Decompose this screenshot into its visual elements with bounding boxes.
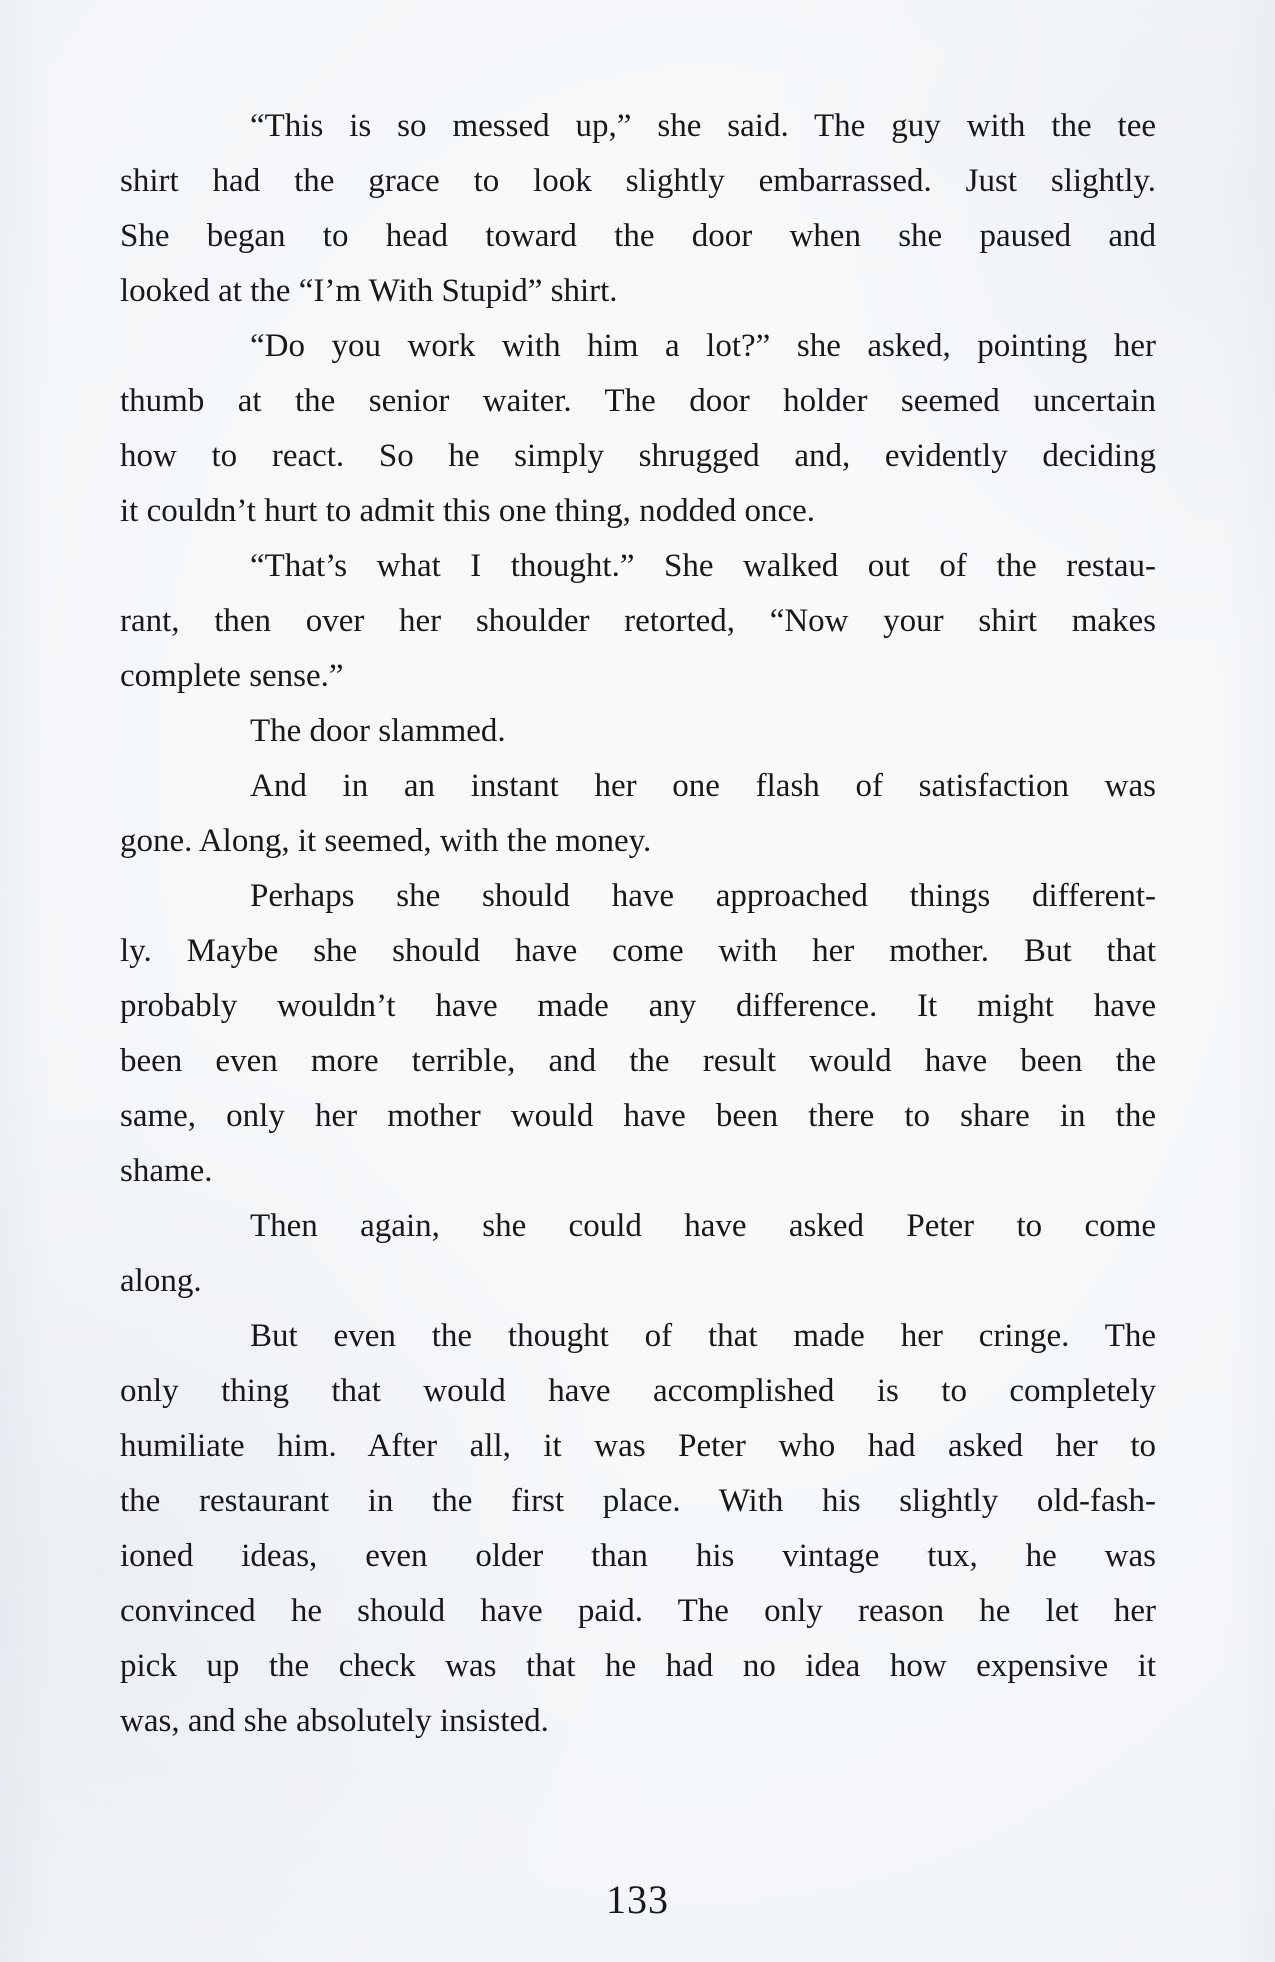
text-line: And in an instant her one flash of satisfaction was xyxy=(250,768,1156,804)
text-line: convinced he should have paid. The only reason he let her xyxy=(120,1593,1156,1629)
text-line: She began to head toward the door when she paused and xyxy=(120,218,1156,254)
text-line: probably wouldn’t have made any difference. It might have xyxy=(120,988,1156,1024)
paragraph xyxy=(120,1199,1156,1309)
text-line: looked at the “I’m With Stupid” shirt. xyxy=(120,273,618,309)
text-line: The door slammed. xyxy=(250,713,506,749)
text-line: along. xyxy=(120,1263,202,1299)
text-line: it couldn’t hurt to admit this one thing, nodded once. xyxy=(120,493,816,529)
text-line: been even more terrible, and the result would have been the xyxy=(120,1043,1156,1079)
paragraph xyxy=(120,99,1156,319)
text-line: “Do you work with him a lot?” she asked, pointing her xyxy=(250,328,1156,364)
text-line: pick up the check was that he had no idea how expensive it xyxy=(120,1648,1156,1684)
text-line: humiliate him. After all, it was Peter who had asked her to xyxy=(120,1428,1156,1464)
text-line: thumb at the senior waiter. The door holder seemed uncertain xyxy=(120,383,1156,419)
text-line: was, and she absolutely insisted. xyxy=(120,1703,549,1739)
paragraph xyxy=(120,1309,1156,1749)
paragraph xyxy=(120,869,1156,1199)
paragraph xyxy=(120,319,1156,539)
text-line: “This is so messed up,” she said. The guy with the tee xyxy=(250,108,1156,144)
page-number: 133 xyxy=(606,1877,669,1922)
page-text xyxy=(120,99,1156,1749)
text-line: Then again, she could have asked Peter to come xyxy=(250,1208,1156,1244)
text-line: same, only her mother would have been there to share in the xyxy=(120,1098,1156,1134)
text-line: rant, then over her shoulder retorted, “Now your shirt makes xyxy=(120,603,1156,639)
text-line: ly. Maybe she should have come with her mother. But that xyxy=(120,933,1156,969)
text-line: Perhaps she should have approached things different- xyxy=(250,878,1156,914)
text-line: gone. Along, it seemed, with the money. xyxy=(120,823,652,859)
paragraph xyxy=(120,539,1156,704)
text-line: But even the thought of that made her cringe. The xyxy=(250,1318,1156,1354)
text-line: how to react. So he simply shrugged and, evidently deciding xyxy=(120,438,1156,474)
paragraph xyxy=(120,704,1156,759)
text-line: the restaurant in the first place. With his slightly old-fash- xyxy=(120,1483,1156,1519)
text-line: only thing that would have accomplished is to completely xyxy=(120,1373,1156,1409)
paragraph xyxy=(120,759,1156,869)
text-line: shame. xyxy=(120,1153,213,1189)
text-line: complete sense.” xyxy=(120,658,344,694)
text-line: shirt had the grace to look slightly embarrassed. Just slightly. xyxy=(120,163,1156,199)
text-line: ioned ideas, even older than his vintage tux, he was xyxy=(120,1538,1156,1574)
text-line: “That’s what I thought.” She walked out of the restau- xyxy=(250,548,1156,584)
